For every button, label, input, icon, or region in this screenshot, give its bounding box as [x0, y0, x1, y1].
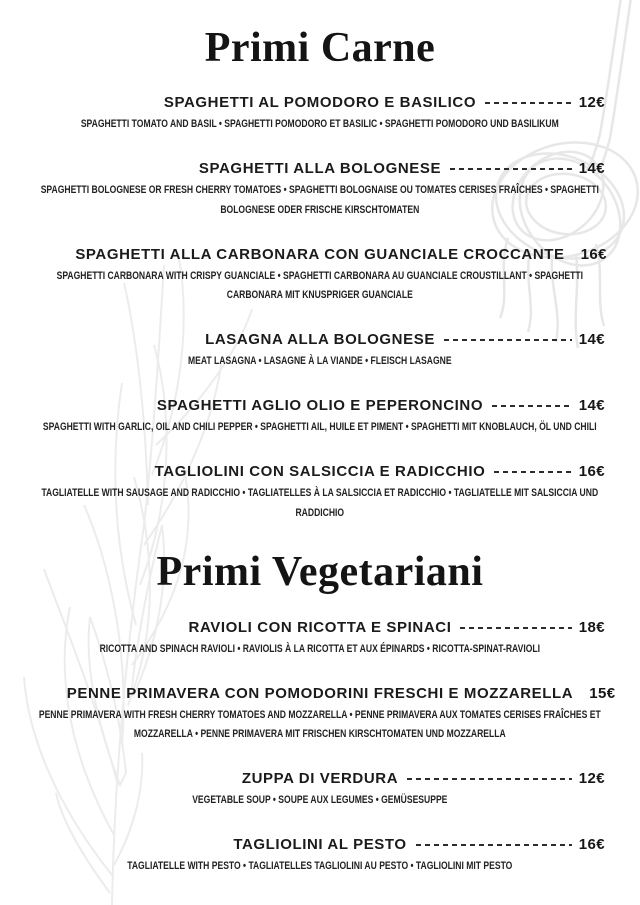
- leader-cell: [485, 463, 605, 480]
- menu-item-row: [35, 463, 605, 480]
- menu-item: [35, 770, 605, 811]
- dotted-leader-line: [416, 844, 572, 846]
- dish-description: SPAGHETTI BOLOGNESE OR FRESH CHERRY TOMATOES • SPAGHETTI BOLOGNAISE OU TOMATES CERISES FRAÎCHES • SPAGHETTI BOLOGNESE ODER FRISCHE KIRSCHTOMATEN: [40, 184, 600, 216]
- section-title: Primi Vegetariani: [156, 549, 484, 596]
- leader-cell: [573, 684, 616, 702]
- dotted-leader-line: [485, 102, 572, 104]
- menu-item-row: [35, 246, 605, 263]
- menu-item-row: [35, 836, 605, 853]
- dish-price: 14€: [578, 331, 605, 349]
- menu-item-row: [35, 94, 605, 111]
- dotted-leader-line: [450, 168, 572, 170]
- leader-cell: [441, 160, 605, 177]
- dish-price: 12€: [578, 94, 605, 112]
- dish-name: ZUPPA DI VERDURA: [241, 770, 399, 788]
- dish-name: PENNE PRIMAVERA CON POMODORINI FRESCHI E MOZZARELLA: [66, 684, 574, 702]
- menu-item-row: [35, 397, 605, 414]
- section-items: [35, 94, 605, 523]
- dish-price: 18€: [578, 618, 605, 636]
- leader-cell: [565, 246, 605, 263]
- section-items: [35, 618, 616, 877]
- dish-description: TAGLIATELLE WITH PESTO • TAGLIATELLES TAGLIOLINI AU PESTO • TAGLIOLINI MIT PESTO: [127, 859, 513, 872]
- dotted-leader-line: [407, 778, 572, 780]
- dish-name: LASAGNA ALLA BOLOGNESE: [205, 331, 435, 349]
- menu-item: [35, 397, 605, 438]
- menu-item: [35, 246, 605, 307]
- leader-cell: [476, 94, 605, 111]
- leader-cell: [483, 397, 605, 414]
- dish-price: 16€: [578, 462, 605, 480]
- leader-cell: [435, 331, 605, 348]
- menu-section: [35, 548, 616, 876]
- dish-description: SPAGHETTI CARBONARA WITH CRISPY GUANCIALE • SPAGHETTI CARBONARA AU GUANCIALE CROUSTILLANT • SPAGHETTI CARBONARA MIT KNUSPRIGER GUANCIALE: [56, 269, 584, 302]
- dish-name: TAGLIOLINI AL PESTO: [233, 835, 407, 853]
- dish-price: 12€: [578, 770, 605, 788]
- dish-price: 14€: [578, 397, 605, 415]
- menu-item: [35, 463, 605, 524]
- dotted-leader-line: [492, 405, 572, 407]
- menu-item: [35, 619, 605, 660]
- leader-cell: [451, 619, 605, 636]
- dish-description: SPAGHETTI WITH GARLIC, OIL AND CHILI PEPPER • SPAGHETTI AIL, HUILE ET PIMENT • SPAGHETTI MIT KNOBLAUCH, ÖL UND CHILI: [43, 421, 597, 434]
- dish-description: TAGLIATELLE WITH SAUSAGE AND RADICCHIO • TAGLIATELLES À LA SALSICCIA ET RADICCHIO • TAGLIATELLE MIT SALSICCIA UND RADDICHIO: [41, 486, 599, 519]
- dish-description: VEGETABLE SOUP • SOUPE AUX LEGUMES • GEMÜSESUPPE: [192, 794, 448, 807]
- menu-item-row: [35, 331, 605, 348]
- dish-price: 14€: [578, 160, 605, 178]
- dotted-leader-line: [460, 627, 571, 629]
- dish-name: SPAGHETTI ALLA BOLOGNESE: [198, 160, 442, 178]
- dish-description: SPAGHETTI TOMATO AND BASIL • SPAGHETTI POMODORO ET BASILIC • SPAGHETTI POMODORO UND BASILIKUM: [81, 118, 559, 131]
- dish-price: 15€: [589, 684, 616, 702]
- menu-item: [35, 94, 605, 135]
- dish-name: SPAGHETTI AGLIO OLIO E PEPERONCINO: [156, 397, 484, 415]
- dish-name: SPAGHETTI AL POMODORO E BASILICO: [163, 94, 477, 112]
- menu-item-row: [35, 770, 605, 787]
- dotted-leader-line: [444, 339, 572, 341]
- dish-name: TAGLIOLINI CON SALSICCIA E RADICCHIO: [154, 462, 486, 480]
- menu-section: [35, 24, 605, 523]
- dish-price: 16€: [578, 835, 605, 853]
- leader-cell: [398, 770, 605, 787]
- section-title: Primi Carne: [204, 25, 436, 71]
- menu-item: [35, 836, 605, 877]
- menu-item: [35, 331, 605, 372]
- dotted-leader-line: [494, 471, 571, 473]
- menu-item-row: [35, 160, 605, 177]
- menu-item-row: [35, 619, 605, 636]
- menu-item: [35, 684, 616, 746]
- dish-description: RICOTTA AND SPINACH RAVIOLI • RAVIOLIS À LA RICOTTA ET AUX ÉPINARDS • RICOTTA-SPINAT-RAVIOLI: [99, 642, 541, 655]
- menu-item: [35, 160, 605, 221]
- dish-description: MEAT LASAGNA • LASAGNE À LA VIANDE • FLEISCH LASAGNE: [188, 355, 452, 368]
- menu-item-row: [35, 684, 616, 702]
- dish-price: 16€: [580, 245, 607, 263]
- dish-description: PENNE PRIMAVERA WITH FRESH CHERRY TOMATOES AND MOZZARELLA • PENNE PRIMAVERA AUX TOMATES CERISES FRAÎCHES ET MOZZARELLA • PENNE PRIMAVERA MIT FRISCHEN KIRSCHTOMATEN UND MOZZARELLA: [39, 708, 601, 741]
- dish-name: RAVIOLI CON RICOTTA E SPINACI: [188, 618, 452, 636]
- dish-name: SPAGHETTI ALLA CARBONARA CON GUANCIALE CROCCANTE: [75, 245, 565, 263]
- leader-cell: [407, 836, 605, 853]
